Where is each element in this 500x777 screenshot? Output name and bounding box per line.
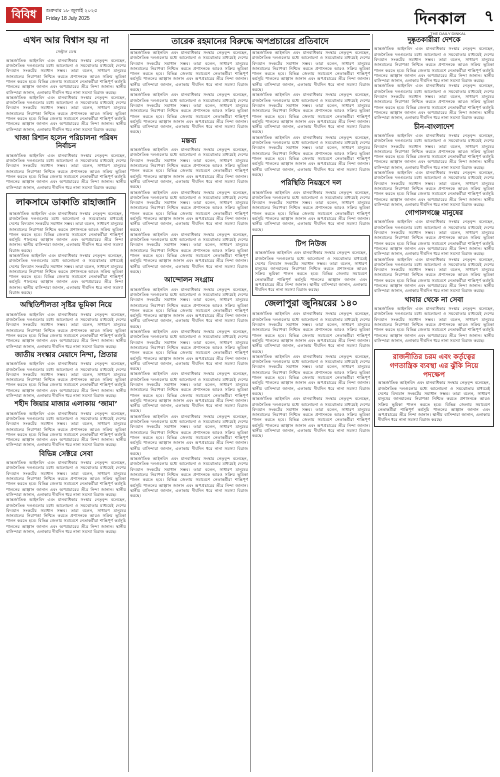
ad-title: রাজনীতির চরম এবং কর্তৃত্বের গণতান্ত্রিক ব্যবস্থা এর ঝুঁকি নিয়ে পদক্ষেপ — [389, 353, 479, 380]
article-body: আন্তর্জাতিক আইনবিদ এবং মানবাধিকার সংস্থার নেতৃবৃন্দ বলেছেন, রাজনৈতিক দলগুলোর মধ্যে আলোচনা ও সমঝোতার মাধ্যমেই দেশের বিদ্যমান সংকটের সমাধান সম্ভব। তারা বলেন, সাধারণ মানুষের জানমালের নিরাপত্তা নিশ্চিত করতে প্রশাসনকে আরও সক্রিয় ভূমিকা পালন করতে হবে। বিভিন্ন জেলায় সমাবেশে নেতাকর্মীরা শান্তিপূর্ণ কর্মসূচি পালনের আহ্বান জানান এবং অপপ্রচারের তীব্র নিন্দা জানান। স্থানীয় বাসিন্দারা জানান, এলাকায় দীর্ঘদিন ধরে নানা সমস্যা বিরাজ করছে। — [6, 94, 126, 132]
date-english: Friday 18 July 2025 — [46, 16, 90, 22]
brand-english: THE DAILY DINKAL — [430, 31, 466, 36]
article-body: আন্তর্জাতিক আইনবিদ এবং মানবাধিকার সংস্থার নেতৃবৃন্দ বলেছেন, রাজনৈতিক দলগুলোর মধ্যে আলোচনা ও সমঝোতার মাধ্যমেই দেশের বিদ্যমান সংকটের সমাধান সম্ভব। তারা বলেন, সাধারণ মানুষের জানমালের নিরাপত্তা নিশ্চিত করতে প্রশাসনকে আরও সক্রিয় ভূমিকা পালন করতে হবে। বিভিন্ন জেলায় সমাবেশে নেতাকর্মীরা শান্তিপূর্ণ কর্মসূচি পালনের আহ্বান জানান এবং অপপ্রচারের তীব্র নিন্দা জানান। স্থানীয় বাসিন্দারা জানান, এলাকায় দীর্ঘদিন ধরে নানা সমস্যা বিরাজ করছে। — [130, 231, 248, 274]
article-body: আন্তর্জাতিক আইনবিদ এবং মানবাধিকার সংস্থার নেতৃবৃন্দ বলেছেন, রাজনৈতিক দলগুলোর মধ্যে আলোচনা ও সমঝোতার মাধ্যমেই দেশের বিদ্যমান সংকটের সমাধান সম্ভব। তারা বলেন, সাধারণ মানুষের জানমালের নিরাপত্তা নিশ্চিত করতে প্রশাসনকে আরও সক্রিয় ভূমিকা পালন করতে হবে। বিভিন্ন জেলায় সমাবেশে নেতাকর্মীরা শান্তিপূর্ণ কর্মসূচি পালনের আহ্বান জানান এবং অপপ্রচারের তীব্র নিন্দা জানান। স্থানীয় বাসিন্দারা জানান, এলাকায় দীর্ঘদিন ধরে নানা সমস্যা বিরাজ করছে। — [374, 83, 494, 121]
article-body: আন্তর্জাতিক আইনবিদ এবং মানবাধিকার সংস্থার নেতৃবৃন্দ বলেছেন, রাজনৈতিক দলগুলোর মধ্যে আলোচনা ও সমঝোতার মাধ্যমেই দেশের বিদ্যমান সংকটের সমাধান সম্ভব। তারা বলেন, সাধারণ মানুষের জানমালের নিরাপত্তা নিশ্চিত করতে প্রশাসনকে আরও সক্রিয় ভূমিকা পালন করতে হবে। বিভিন্ন জেলায় সমাবেশে নেতাকর্মীরা শান্তিপূর্ণ কর্মসূচি পালনের আহ্বান জানান এবং অপপ্রচারের তীব্র নিন্দা জানান। স্থানীয় বাসিন্দারা জানান, এলাকায় দীর্ঘদিন ধরে নানা সমস্যা বিরাজ করছে। — [252, 353, 370, 396]
article-body: আন্তর্জাতিক আইনবিদ এবং মানবাধিকার সংস্থার নেতৃবৃন্দ বলেছেন, রাজনৈতিক দলগুলোর মধ্যে আলোচনা ও সমঝোতার মাধ্যমেই দেশের বিদ্যমান সংকটের সমাধান সম্ভব। তারা বলেন, সাধারণ মানুষের জানমালের নিরাপত্তা নিশ্চিত করতে প্রশাসনকে আরও সক্রিয় ভূমিকা পালন করতে হবে। বিভিন্ন জেলায় সমাবেশে নেতাকর্মীরা শান্তিপূর্ণ কর্মসূচি পালনের আহ্বান জানান এবং অপপ্রচারের তীব্র নিন্দা জানান। স্থানীয় বাসিন্দারা জানান, এলাকায় দীর্ঘদিন ধরে নানা সমস্যা বিরাজ করছে। — [9, 210, 123, 253]
article-body: আন্তর্জাতিক আইনবিদ এবং মানবাধিকার সংস্থার নেতৃবৃন্দ বলেছেন, রাজনৈতিক দলগুলোর মধ্যে আলোচনা ও সমঝোতার মাধ্যমেই দেশের বিদ্যমান সংকটের সমাধান সম্ভব। তারা বলেন, সাধারণ মানুষের জানমালের নিরাপত্তা নিশ্চিত করতে প্রশাসনকে আরও সক্রিয় ভূমিকা পালন করতে হবে। বিভিন্ন জেলায় সমাবেশে নেতাকর্মীরা শান্তিপূর্ণ কর্মসূচি পালনের আহ্বান জানান এবং অপপ্রচারের তীব্র নিন্দা জানান। স্থানীয় বাসিন্দারা জানান, এলাকায় দীর্ঘদিন ধরে নানা সমস্যা বিরাজ করছে। — [374, 219, 494, 257]
article-body: আন্তর্জাতিক আইনবিদ এবং মানবাধিকার সংস্থার নেতৃবৃন্দ বলেছেন, রাজনৈতিক দলগুলোর মধ্যে আলোচনা ও সমঝোতার মাধ্যমেই দেশের বিদ্যমান সংকটের সমাধান সম্ভব। তারা বলেন, সাধারণ মানুষের জানমালের নিরাপত্তা নিশ্চিত করতে প্রশাসনকে আরও সক্রিয় ভূমিকা পালন করতে হবে। বিভিন্ন জেলায় সমাবেশে নেতাকর্মীরা শান্তিপূর্ণ কর্মসূচি পালনের আহ্বান জানান এবং অপপ্রচারের তীব্র নিন্দা জানান। স্থানীয় বাসিন্দারা জানান, এলাকায় দীর্ঘদিন ধরে নানা সমস্যা বিরাজ করছে। — [6, 460, 126, 497]
article-headline: দুষ্কৃতকারীরা দেশকে — [407, 36, 461, 44]
article-headline: আন্দোলন সংগ্রাম — [164, 276, 214, 285]
article-headline: জাতীয় সংস্কার মেয়াদে নিন্দা, প্রিতার — [14, 350, 118, 359]
article-body: আন্তর্জাতিক আইনবিদ এবং মানবাধিকার সংস্থার নেতৃবৃন্দ বলেছেন, রাজনৈতিক দলগুলোর মধ্যে আলোচনা ও সমঝোতার মাধ্যমেই দেশের বিদ্যমান সংকটের সমাধান সম্ভব। তারা বলেন, সাধারণ মানুষের জানমালের নিরাপত্তা নিশ্চিত করতে প্রশাসনকে আরও সক্রিয় ভূমিকা পালন করতে হবে। বিভিন্ন জেলায় সমাবেশে নেতাকর্মীরা শান্তিপূর্ণ কর্মসূচি পালনের আহ্বান জানান এবং অপপ্রচারের তীব্র নিন্দা জানান। স্থানীয় বাসিন্দারা জানান, এলাকায় দীর্ঘদিন ধরে নানা সমস্যা বিরাজ করছে। — [252, 134, 370, 177]
date-bengali: শুক্রবার ১৮ জুলাই ২০২৫ — [46, 8, 98, 14]
article-body: আন্তর্জাতিক আইনবিদ এবং মানবাধিকার সংস্থার নেতৃবৃন্দ বলেছেন, রাজনৈতিক দলগুলোর মধ্যে আলোচনা ও সমঝোতার মাধ্যমেই দেশের বিদ্যমান সংকটের সমাধান সম্ভব। তারা বলেন, সাধারণ মানুষের জানমালের নিরাপত্তা নিশ্চিত করতে প্রশাসনকে আরও সক্রিয় ভূমিকা পালন করতে হবে। বিভিন্ন জেলায় সমাবেশে নেতাকর্মীরা শান্তিপূর্ণ কর্মসূচি পালনের আহ্বান জানান এবং অপপ্রচারের তীব্র নিন্দা জানান। স্থানীয় বাসিন্দারা জানান, এলাকায় দীর্ঘদিন ধরে নানা সমস্যা বিরাজ করছে। — [374, 306, 494, 343]
article-headline: খাবার থেকে না সেবা — [404, 295, 464, 304]
column-rule — [250, 34, 251, 772]
article-headline: খাজা রিশান হলেন পরিচালনা পরিষদ নির্বাচন — [14, 133, 118, 151]
section-tag: বিবিধ — [6, 7, 42, 23]
article-body: আন্তর্জাতিক আইনবিদ এবং মানবাধিকার সংস্থার নেতৃবৃন্দ বলেছেন, রাজনৈতিক দলগুলোর মধ্যে আলোচনা ও সমঝোতার মাধ্যমেই দেশের বিদ্যমান সংকটের সমাধান সম্ভব। তারা বলেন, সাধারণ মানুষের জানমালের নিরাপত্তা নিশ্চিত করতে প্রশাসনকে আরও সক্রিয় ভূমিকা পালন করতে হবে। বিভিন্ন জেলায় সমাবেশে নেতাকর্মীরা শান্তিপূর্ণ কর্মসূচি পালনের আহ্বান জানান এবং অপপ্রচারের তীব্র নিন্দা জানান। স্থানীয় বাসিন্দারা জানান, এলাকায় দীর্ঘদিন ধরে নানা সমস্যা বিরাজ করছে। — [255, 250, 367, 293]
article-body: আন্তর্জাতিক আইনবিদ এবং মানবাধিকার সংস্থার নেতৃবৃন্দ বলেছেন, রাজনৈতিক দলগুলোর মধ্যে আলোচনা ও সমঝোতার মাধ্যমেই দেশের বিদ্যমান সংকটের সমাধান সম্ভব। তারা বলেন, সাধারণ মানুষের জানমালের নিরাপত্তা নিশ্চিত করতে প্রশাসনকে আরও সক্রিয় ভূমিকা পালন করতে হবে। বিভিন্ন জেলায় সমাবেশে নেতাকর্মীরা শান্তিপূর্ণ কর্মসূচি পালনের আহ্বান জানান এবং অপপ্রচারের তীব্র নিন্দা জানান। স্থানীয় বাসিন্দারা জানান, এলাকায় দীর্ঘদিন ধরে নানা সমস্যা বিরাজ করছে। — [374, 132, 494, 170]
article-body: আন্তর্জাতিক আইনবিদ এবং মানবাধিকার সংস্থার নেতৃবৃন্দ বলেছেন, রাজনৈতিক দলগুলোর মধ্যে আলোচনা ও সমঝোতার মাধ্যমেই দেশের বিদ্যমান সংকটের সমাধান সম্ভব। তারা বলেন, সাধারণ মানুষের জানমালের নিরাপত্তা নিশ্চিত করতে প্রশাসনকে আরও সক্রিয় ভূমিকা পালন করতে হবে। বিভিন্ন জেলায় সমাবেশে নেতাকর্মীরা শান্তিপূর্ণ কর্মসূচি পালনের আহ্বান জানান এবং অপপ্রচারের তীব্র নিন্দা জানান। স্থানীয় বাসিন্দারা জানান, এলাকায় দীর্ঘদিন ধরে নানা সমস্যা বিরাজ করছে। — [130, 50, 248, 93]
article-body: আন্তর্জাতিক আইনবিদ এবং মানবাধিকার সংস্থার নেতৃবৃন্দ বলেছেন, রাজনৈতিক দলগুলোর মধ্যে আলোচনা ও সমঝোতার মাধ্যমেই দেশের বিদ্যমান সংকটের সমাধান সম্ভব। তারা বলেন, সাধারণ মানুষের জানমালের নিরাপত্তা নিশ্চিত করতে প্রশাসনকে আরও সক্রিয় ভূমিকা পালন করতে হবে। বিভিন্ন জেলায় সমাবেশে নেতাকর্মীরা শান্তিপূর্ণ কর্মসূচি পালনের আহ্বান জানান এবং অপপ্রচারের তীব্র নিন্দা জানান। স্থানীয় বাসিন্দারা জানান, এলাকায় দীর্ঘদিন ধরে নানা সমস্যা বিরাজ করছে। — [130, 286, 248, 329]
article-body: আন্তর্জাতিক আইনবিদ এবং মানবাধিকার সংস্থার নেতৃবৃন্দ বলেছেন, রাজনৈতিক দলগুলোর মধ্যে আলোচনা ও সমঝোতার মাধ্যমেই দেশের বিদ্যমান সংকটের সমাধান সম্ভব। তারা বলেন, সাধারণ মানুষের জানমালের নিরাপত্তা নিশ্চিত করতে প্রশাসনকে আরও সক্রিয় ভূমিকা পালন করতে হবে। বিভিন্ন জেলায় সমাবেশে নেতাকর্মীরা শান্তিপূর্ণ কর্মসূচি পালনের আহ্বান জানান এবং অপপ্রচারের তীব্র নিন্দা জানান। স্থানীয় বাসিন্দারা জানান, এলাকায় দীর্ঘদিন ধরে নানা সমস্যা বিরাজ করছে। — [252, 396, 370, 439]
article-headline: জেলাপুরা জুনিয়রের ১৪০ — [264, 298, 358, 309]
boxed-article — [252, 235, 370, 296]
date-box — [46, 7, 97, 23]
article-body: আন্তর্জাতিক আইনবিদ এবং মানবাধিকার সংস্থার নেতৃবৃন্দ বলেছেন, রাজনৈতিক দলগুলোর মধ্যে আলোচনা ও সমঝোতার মাধ্যমেই দেশের বিদ্যমান সংকটের সমাধান সম্ভব। তারা বলেন, সাধারণ মানুষের জানমালের নিরাপত্তা নিশ্চিত করতে প্রশাসনকে আরও সক্রিয় ভূমিকা পালন করতে হবে। বিভিন্ন জেলায় সমাবেশে নেতাকর্মীরা শান্তিপূর্ণ কর্মসূচি পালনের আহ্বান জানান এবং অপপ্রচারের তীব্র নিন্দা জানান। স্থানীয় বাসিন্দারা জানান, এলাকায় দীর্ঘদিন ধরে নানা সমস্যা বিরাজ করছে। — [6, 361, 126, 398]
article-body: আন্তর্জাতিক আইনবিদ এবং মানবাধিকার সংস্থার নেতৃবৃন্দ বলেছেন, রাজনৈতিক দলগুলোর মধ্যে আলোচনা ও সমঝোতার মাধ্যমেই দেশের বিদ্যমান সংকটের সমাধান সম্ভব। তারা বলেন, সাধারণ মানুষের জানমালের নিরাপত্তা নিশ্চিত করতে প্রশাসনকে আরও সক্রিয় ভূমিকা পালন করতে হবে। বিভিন্ন জেলায় সমাবেশে নেতাকর্মীরা শান্তিপূর্ণ কর্মসূচি পালনের আহ্বান জানান এবং অপপ্রচারের তীব্র নিন্দা জানান। স্থানীয় বাসিন্দারা জানান, এলাকায় দীর্ঘদিন ধরে নানা সমস্যা বিরাজ করছে। — [6, 311, 126, 349]
ad-text: আন্তর্জাতিক আইনবিদ এবং মানবাধিকার সংস্থার নেতৃবৃন্দ বলেছেন, রাজনৈতিক দলগুলোর মধ্যে আলোচনা ও সমঝোতার মাধ্যমেই দেশের বিদ্যমান সংকটের সমাধান সম্ভব। তারা বলেন, সাধারণ মানুষের জানমালের নিরাপত্তা নিশ্চিত করতে প্রশাসনকে আরও সক্রিয় ভূমিকা পালন করতে হবে। বিভিন্ন জেলায় সমাবেশে নেতাকর্মীরা শান্তিপূর্ণ কর্মসূচি পালনের আহ্বান জানান এবং অপপ্রচারের তীব্র নিন্দা জানান। স্থানীয় বাসিন্দারা জানান, এলাকায় দীর্ঘদিন ধরে নানা সমস্যা বিরাজ করছে। — [378, 380, 490, 423]
brand-logo: দিনকাল — [414, 9, 466, 28]
article-body: আন্তর্জাতিক আইনবিদ এবং মানবাধিকার সংস্থার নেতৃবৃন্দ বলেছেন, রাজনৈতিক দলগুলোর মধ্যে আলোচনা ও সমঝোতার মাধ্যমেই দেশের বিদ্যমান সংকটের সমাধান সম্ভব। তারা বলেন, সাধারণ মানুষের জানমালের নিরাপত্তা নিশ্চিত করতে প্রশাসনকে আরও সক্রিয় ভূমিকা পালন করতে হবে। বিভিন্ন জেলায় সমাবেশে নেতাকর্মীরা শান্তিপূর্ণ কর্মসূচি পালনের আহ্বান জানান এবং অপপ্রচারের তীব্র নিন্দা জানান। স্থানীয় বাসিন্দারা জানান, এলাকায় দীর্ঘদিন ধরে নানা সমস্যা বিরাজ করছে। — [130, 371, 248, 414]
article-body: আন্তর্জাতিক আইনবিদ এবং মানবাধিকার সংস্থার নেতৃবৃন্দ বলেছেন, রাজনৈতিক দলগুলোর মধ্যে আলোচনা ও সমঝোতার মাধ্যমেই দেশের বিদ্যমান সংকটের সমাধান সম্ভব। তারা বলেন, সাধারণ মানুষের জানমালের নিরাপত্তা নিশ্চিত করতে প্রশাসনকে আরও সক্রিয় ভূমিকা পালন করতে হবে। বিভিন্ন জেলায় সমাবেশে নেতাকর্মীরা শান্তিপূর্ণ কর্মসূচি পালনের আহ্বান জানান এবং অপপ্রচারের তীব্র নিন্দা জানান। স্থানীয় বাসিন্দারা জানান, এলাকায় দীর্ঘদিন ধরে নানা সমস্যা বিরাজ করছে। — [374, 46, 494, 84]
article-body: আন্তর্জাতিক আইনবিদ এবং মানবাধিকার সংস্থার নেতৃবৃন্দ বলেছেন, রাজনৈতিক দলগুলোর মধ্যে আলোচনা ও সমঝোতার মাধ্যমেই দেশের বিদ্যমান সংকটের সমাধান সম্ভব। তারা বলেন, সাধারণ মানুষের জানমালের নিরাপত্তা নিশ্চিত করতে প্রশাসনকে আরও সক্রিয় ভূমিকা পালন করতে হবে। বিভিন্ন জেলায় সমাবেশে নেতাকর্মীরা শান্তিপূর্ণ কর্মসূচি পালনের আহ্বান জানান এবং অপপ্রচারের তীব্র নিন্দা জানান। স্থানীয় বাসিন্দারা জানান, এলাকায় দীর্ঘদিন ধরে নানা সমস্যা বিরাজ করছে। — [130, 456, 248, 499]
article-body: আন্তর্জাতিক আইনবিদ এবং মানবাধিকার সংস্থার নেতৃবৃন্দ বলেছেন, রাজনৈতিক দলগুলোর মধ্যে আলোচনা ও সমঝোতার মাধ্যমেই দেশের বিদ্যমান সংকটের সমাধান সম্ভব। তারা বলেন, সাধারণ মানুষের জানমালের নিরাপত্তা নিশ্চিত করতে প্রশাসনকে আরও সক্রিয় ভূমিকা পালন করতে হবে। বিভিন্ন জেলায় সমাবেশে নেতাকর্মীরা শান্তিপূর্ণ কর্মসূচি পালনের আহ্বান জানান এবং অপপ্রচারের তীব্র নিন্দা জানান। স্থানীয় বাসিন্দারা জানান, এলাকায় দীর্ঘদিন ধরে নানা সমস্যা বিরাজ করছে। — [9, 252, 123, 296]
article-body: আন্তর্জাতিক আইনবিদ এবং মানবাধিকার সংস্থার নেতৃবৃন্দ বলেছেন, রাজনৈতিক দলগুলোর মধ্যে আলোচনা ও সমঝোতার মাধ্যমেই দেশের বিদ্যমান সংকটের সমাধান সম্ভব। তারা বলেন, সাধারণ মানুষের জানমালের নিরাপত্তা নিশ্চিত করতে প্রশাসনকে আরও সক্রিয় ভূমিকা পালন করতে হবে। বিভিন্ন জেলায় সমাবেশে নেতাকর্মীরা শান্তিপূর্ণ কর্মসূচি পালনের আহ্বান জানান এবং অপপ্রচারের তীব্র নিন্দা জানান। স্থানীয় বাসিন্দারা জানান, এলাকায় দীর্ঘদিন ধরে নানা সমস্যা বিরাজ করছে। — [130, 92, 248, 135]
article-body: আন্তর্জাতিক আইনবিদ এবং মানবাধিকার সংস্থার নেতৃবৃন্দ বলেছেন, রাজনৈতিক দলগুলোর মধ্যে আলোচনা ও সমঝোতার মাধ্যমেই দেশের বিদ্যমান সংকটের সমাধান সম্ভব। তারা বলেন, সাধারণ মানুষের জানমালের নিরাপত্তা নিশ্চিত করতে প্রশাসনকে আরও সক্রিয় ভূমিকা পালন করতে হবে। বিভিন্ন জেলায় সমাবেশে নেতাকর্মীরা শান্তিপূর্ণ কর্মসূচি পালনের আহ্বান জানান এবং অপপ্রচারের তীব্র নিন্দা জানান। স্থানীয় বাসিন্দারা জানান, এলাকায় দীর্ঘদিন ধরে নানা সমস্যা বিরাজ করছে। — [130, 147, 248, 190]
article-body: আন্তর্জাতিক আইনবিদ এবং মানবাধিকার সংস্থার নেতৃবৃন্দ বলেছেন, রাজনৈতিক দলগুলোর মধ্যে আলোচনা ও সমঝোতার মাধ্যমেই দেশের বিদ্যমান সংকটের সমাধান সম্ভব। তারা বলেন, সাধারণ মানুষের জানমালের নিরাপত্তা নিশ্চিত করতে প্রশাসনকে আরও সক্রিয় ভূমিকা পালন করতে হবে। বিভিন্ন জেলায় সমাবেশে নেতাকর্মীরা শান্তিপূর্ণ কর্মসূচি পালনের আহ্বান জানান এবং অপপ্রচারের তীব্র নিন্দা জানান। স্থানীয় বাসিন্দারা জানান, এলাকায় দীর্ঘদিন ধরে নানা সমস্যা বিরাজ করছে। — [6, 152, 126, 190]
column-rule — [372, 34, 373, 772]
article-body: আন্তর্জাতিক আইনবিদ এবং মানবাধিকার সংস্থার নেতৃবৃন্দ বলেছেন, রাজনৈতিক দলগুলোর মধ্যে আলোচনা ও সমঝোতার মাধ্যমেই দেশের বিদ্যমান সংকটের সমাধান সম্ভব। তারা বলেন, সাধারণ মানুষের জানমালের নিরাপত্তা নিশ্চিত করতে প্রশাসনকে আরও সক্রিয় ভূমিকা পালন করতে হবে। বিভিন্ন জেলায় সমাবেশে নেতাকর্মীরা শান্তিপূর্ণ কর্মসূচি পালনের আহ্বান জানান এবং অপপ্রচারের তীব্র নিন্দা জানান। স্থানীয় বাসিন্দারা জানান, এলাকায় দীর্ঘদিন ধরে নানা সমস্যা বিরাজ করছে। — [6, 497, 126, 535]
page-header — [6, 6, 494, 36]
article-body: আন্তর্জাতিক আইনবিদ এবং মানবাধিকার সংস্থার নেতৃবৃন্দ বলেছেন, রাজনৈতিক দলগুলোর মধ্যে আলোচনা ও সমঝোতার মাধ্যমেই দেশের বিদ্যমান সংকটের সমাধান সম্ভব। তারা বলেন, সাধারণ মানুষের জানমালের নিরাপত্তা নিশ্চিত করতে প্রশাসনকে আরও সক্রিয় ভূমিকা পালন করতে হবে। বিভিন্ন জেলায় সমাবেশে নেতাকর্মীরা শান্তিপূর্ণ কর্মসূচি পালনের আহ্বান জানান এবং অপপ্রচারের তীব্র নিন্দা জানান। স্থানীয় বাসিন্দারা জানান, এলাকায় দীর্ঘদিন ধরে নানা সমস্যা বিরাজ করছে। — [6, 57, 126, 95]
column-4 — [374, 34, 494, 772]
column-2 — [130, 50, 248, 772]
article-headline: গোপালগঞ্জে মানুষের — [405, 209, 463, 218]
article-headline: মন্তব্য — [181, 136, 197, 145]
article-headline: অস্থিতিশীলতা সৃষ্টির ভূমিকা নিয়ে — [20, 301, 112, 310]
article-body: আন্তর্জাতিক আইনবিদ এবং মানবাধিকার সংস্থার নেতৃবৃন্দ বলেছেন, রাজনৈতিক দলগুলোর মধ্যে আলোচনা ও সমঝোতার মাধ্যমেই দেশের বিদ্যমান সংকটের সমাধান সম্ভব। তারা বলেন, সাধারণ মানুষের জানমালের নিরাপত্তা নিশ্চিত করতে প্রশাসনকে আরও সক্রিয় ভূমিকা পালন করতে হবে। বিভিন্ন জেলায় সমাবেশে নেতাকর্মীরা শান্তিপূর্ণ কর্মসূচি পালনের আহ্বান জানান এবং অপপ্রচারের তীব্র নিন্দা জানান। স্থানীয় বাসিন্দারা জানান, এলাকায় দীর্ঘদিন ধরে নানা সমস্যা বিরাজ করছে। — [374, 170, 494, 207]
column-1 — [6, 34, 126, 772]
article-body: আন্তর্জাতিক আইনবিদ এবং মানবাধিকার সংস্থার নেতৃবৃন্দ বলেছেন, রাজনৈতিক দলগুলোর মধ্যে আলোচনা ও সমঝোতার মাধ্যমেই দেশের বিদ্যমান সংকটের সমাধান সম্ভব। তারা বলেন, সাধারণ মানুষের জানমালের নিরাপত্তা নিশ্চিত করতে প্রশাসনকে আরও সক্রিয় ভূমিকা পালন করতে হবে। বিভিন্ন জেলায় সমাবেশে নেতাকর্মীরা শান্তিপূর্ণ কর্মসূচি পালনের আহ্বান জানান এবং অপপ্রচারের তীব্র নিন্দা জানান। স্থানীয় বাসিন্দারা জানান, এলাকায় দীর্ঘদিন ধরে নানা সমস্যা বিরাজ করছে। — [130, 189, 248, 232]
column-3 — [252, 50, 370, 772]
article-body: আন্তর্জাতিক আইনবিদ এবং মানবাধিকার সংস্থার নেতৃবৃন্দ বলেছেন, রাজনৈতিক দলগুলোর মধ্যে আলোচনা ও সমঝোতার মাধ্যমেই দেশের বিদ্যমান সংকটের সমাধান সম্ভব। তারা বলেন, সাধারণ মানুষের জানমালের নিরাপত্তা নিশ্চিত করতে প্রশাসনকে আরও সক্রিয় ভূমিকা পালন করতে হবে। বিভিন্ন জেলায় সমাবেশে নেতাকর্মীরা শান্তিপূর্ণ কর্মসূচি পালনের আহ্বান জানান এবং অপপ্রচারের তীব্র নিন্দা জানান। স্থানীয় বাসিন্দারা জানান, এলাকায় দীর্ঘদিন ধরে নানা সমস্যা বিরাজ করছে। — [252, 311, 370, 354]
boxed-article — [6, 193, 126, 299]
page-number: ৭ — [484, 7, 494, 25]
article-body: আন্তর্জাতিক আইনবিদ এবং মানবাধিকার সংস্থার নেতৃবৃন্দ বলেছেন, রাজনৈতিক দলগুলোর মধ্যে আলোচনা ও সমঝোতার মাধ্যমেই দেশের বিদ্যমান সংকটের সমাধান সম্ভব। তারা বলেন, সাধারণ মানুষের জানমালের নিরাপত্তা নিশ্চিত করতে প্রশাসনকে আরও সক্রিয় ভূমিকা পালন করতে হবে। বিভিন্ন জেলায় সমাবেশে নেতাকর্মীরা শান্তিপূর্ণ কর্মসূচি পালনের আহ্বান জানান এবং অপপ্রচারের তীব্র নিন্দা জানান। স্থানীয় বাসিন্দারা জানান, এলাকায় দীর্ঘদিন ধরে নানা সমস্যা বিরাজ করছে। — [6, 410, 126, 448]
lead-headline-banner: তারেক রহমানের বিরুদ্ধে অপপ্রচারের প্রতিবাদে — [130, 34, 370, 50]
masthead — [370, 6, 466, 36]
article-body: আন্তর্জাতিক আইনবিদ এবং মানবাধিকার সংস্থার নেতৃবৃন্দ বলেছেন, রাজনৈতিক দলগুলোর মধ্যে আলোচনা ও সমঝোতার মাধ্যমেই দেশের বিদ্যমান সংকটের সমাধান সম্ভব। তারা বলেন, সাধারণ মানুষের জানমালের নিরাপত্তা নিশ্চিত করতে প্রশাসনকে আরও সক্রিয় ভূমিকা পালন করতে হবে। বিভিন্ন জেলায় সমাবেশে নেতাকর্মীরা শান্তিপূর্ণ কর্মসূচি পালনের আহ্বান জানান এবং অপপ্রচারের তীব্র নিন্দা জানান। স্থানীয় বাসিন্দারা জানান, এলাকায় দীর্ঘদিন ধরে নানা সমস্যা বিরাজ করছে। — [252, 50, 370, 93]
article-headline: পরিস্থিতি নিয়ন্ত্রণে দল — [280, 179, 342, 188]
article-body: আন্তর্জাতিক আইনবিদ এবং মানবাধিকার সংস্থার নেতৃবৃন্দ বলেছেন, রাজনৈতিক দলগুলোর মধ্যে আলোচনা ও সমঝোতার মাধ্যমেই দেশের বিদ্যমান সংকটের সমাধান সম্ভব। তারা বলেন, সাধারণ মানুষের জানমালের নিরাপত্তা নিশ্চিত করতে প্রশাসনকে আরও সক্রিয় ভূমিকা পালন করতে হবে। বিভিন্ন জেলায় সমাবেশে নেতাকর্মীরা শান্তিপূর্ণ কর্মসূচি পালনের আহ্বান জানান এবং অপপ্রচারের তীব্র নিন্দা জানান। স্থানীয় বাসিন্দারা জানান, এলাকায় দীর্ঘদিন ধরে নানা সমস্যা বিরাজ করছে। — [130, 329, 248, 372]
article-headline: বিভিন্ন সেক্টরে সেবা — [39, 449, 93, 458]
column-rule — [128, 34, 129, 772]
advertisement-box — [374, 349, 494, 427]
article-body: আন্তর্জাতিক আইনবিদ এবং মানবাধিকার সংস্থার নেতৃবৃন্দ বলেছেন, রাজনৈতিক দলগুলোর মধ্যে আলোচনা ও সমঝোতার মাধ্যমেই দেশের বিদ্যমান সংকটের সমাধান সম্ভব। তারা বলেন, সাধারণ মানুষের জানমালের নিরাপত্তা নিশ্চিত করতে প্রশাসনকে আরও সক্রিয় ভূমিকা পালন করতে হবে। বিভিন্ন জেলায় সমাবেশে নেতাকর্মীরা শান্তিপূর্ণ কর্মসূচি পালনের আহ্বান জানান এবং অপপ্রচারের তীব্র নিন্দা জানান। স্থানীয় বাসিন্দারা জানান, এলাকায় দীর্ঘদিন ধরে নানা সমস্যা বিরাজ করছে। — [252, 92, 370, 135]
article-headline: টিপ নিউজ — [295, 239, 327, 248]
article-headline: লাকসামে ডাকাতি রাহাজানি — [15, 197, 117, 208]
article-byline: সেন্ট্রাল ডেস্ক — [55, 48, 77, 54]
article-body: আন্তর্জাতিক আইনবিদ এবং মানবাধিকার সংস্থার নেতৃবৃন্দ বলেছেন, রাজনৈতিক দলগুলোর মধ্যে আলোচনা ও সমঝোতার মাধ্যমেই দেশের বিদ্যমান সংকটের সমাধান সম্ভব। তারা বলেন, সাধারণ মানুষের জানমালের নিরাপত্তা নিশ্চিত করতে প্রশাসনকে আরও সক্রিয় ভূমিকা পালন করতে হবে। বিভিন্ন জেলায় সমাবেশে নেতাকর্মীরা শান্তিপূর্ণ কর্মসূচি পালনের আহ্বান জানান এবং অপপ্রচারের তীব্র নিন্দা জানান। স্থানীয় বাসিন্দারা জানান, এলাকায় দীর্ঘদিন ধরে নানা সমস্যা বিরাজ করছে। — [374, 256, 494, 294]
article-headline: এখন আর বিশ্বাস হয় না — [23, 36, 109, 46]
article-headline: চীন-বাংলাদেশ — [414, 122, 454, 131]
article-body: আন্তর্জাতিক আইনবিদ এবং মানবাধিকার সংস্থার নেতৃবৃন্দ বলেছেন, রাজনৈতিক দলগুলোর মধ্যে আলোচনা ও সমঝোতার মাধ্যমেই দেশের বিদ্যমান সংকটের সমাধান সম্ভব। তারা বলেন, সাধারণ মানুষের জানমালের নিরাপত্তা নিশ্চিত করতে প্রশাসনকে আরও সক্রিয় ভূমিকা পালন করতে হবে। বিভিন্ন জেলায় সমাবেশে নেতাকর্মীরা শান্তিপূর্ণ কর্মসূচি পালনের আহ্বান জানান এবং অপপ্রচারের তীব্র নিন্দা জানান। স্থানীয় বাসিন্দারা জানান, এলাকায় দীর্ঘদিন ধরে নানা সমস্যা বিরাজ করছে। — [252, 189, 370, 232]
article-body: আন্তর্জাতিক আইনবিদ এবং মানবাধিকার সংস্থার নেতৃবৃন্দ বলেছেন, রাজনৈতিক দলগুলোর মধ্যে আলোচনা ও সমঝোতার মাধ্যমেই দেশের বিদ্যমান সংকটের সমাধান সম্ভব। তারা বলেন, সাধারণ মানুষের জানমালের নিরাপত্তা নিশ্চিত করতে প্রশাসনকে আরও সক্রিয় ভূমিকা পালন করতে হবে। বিভিন্ন জেলায় সমাবেশে নেতাকর্মীরা শান্তিপূর্ণ কর্মসূচি পালনের আহ্বান জানান এবং অপপ্রচারের তীব্র নিন্দা জানান। স্থানীয় বাসিন্দারা জানান, এলাকায় দীর্ঘদিন ধরে নানা সমস্যা বিরাজ করছে। — [130, 413, 248, 456]
article-headline: শহীদ জিয়ার মাজার এলাকায় ‘জামা’ — [14, 400, 118, 409]
